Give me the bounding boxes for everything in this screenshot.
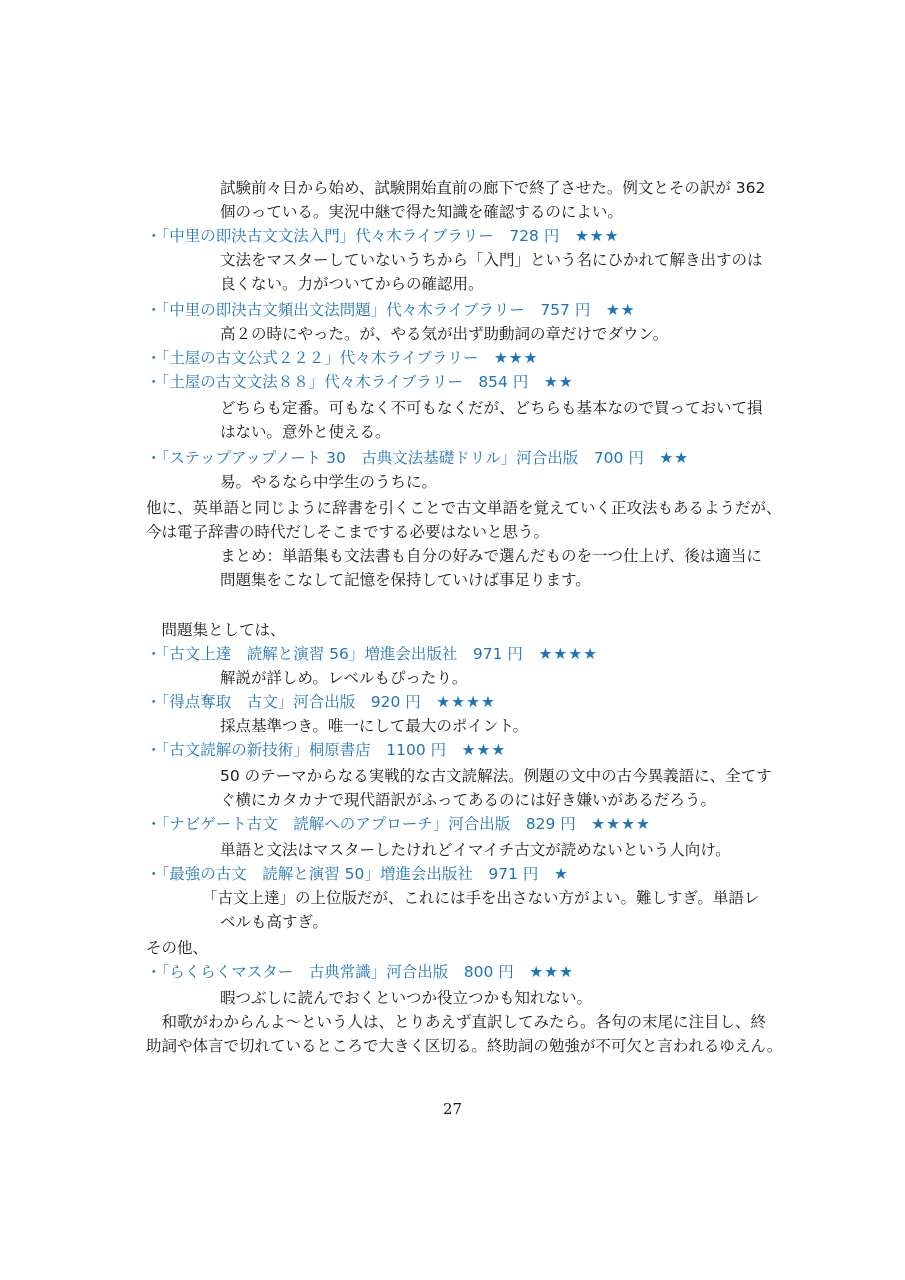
- rating-stars: ★★★: [493, 349, 539, 367]
- rating-stars: ★★★★: [436, 693, 496, 711]
- review-line: 採点基準つき。唯一にして最大のポイント。: [220, 717, 528, 735]
- review-line: 解説が詳しめ。レベルもぴったり。: [220, 669, 468, 687]
- page-number: 27: [442, 1100, 463, 1118]
- review-line: どちらも定番。可もなく不可もなくだが、どちらも基本なので買っておいて損: [220, 399, 763, 417]
- body-line: その他、: [146, 939, 209, 957]
- review-line: 問題集をこなして記憶を保持していけば事足ります。: [220, 571, 591, 589]
- book-title: ・「土屋の古文文法８８」代々木ライブラリー 854 円: [146, 373, 529, 391]
- book-entry: [146, 370, 766, 394]
- body-line: 助詞や体言で切れているところで大きく区切る。終助詞の勉強が不可欠と言われるゆえん。: [146, 1037, 783, 1055]
- review-line: ベルも高すぎ。: [220, 913, 328, 931]
- body-line: 和歌がわからんよ～という人は、とりあえず直訳してみたら。各句の末尾に注目し、終: [146, 1013, 767, 1031]
- review-line: はない。意外と使える。: [220, 423, 391, 441]
- book-entry: [146, 960, 766, 984]
- rating-stars: ★★★: [461, 741, 507, 759]
- book-title: ・「古文読解の新技術」桐原書店 1100 円: [146, 741, 447, 759]
- review-line: 50 のテーマからなる実戦的な古文読解法。例題の文中の古今異義語に、全てす: [220, 767, 772, 785]
- book-entry: [146, 346, 766, 370]
- book-title: ・「最強の古文 読解と演習 50」増進会出版社 971 円: [146, 865, 539, 883]
- book-entry: [146, 446, 766, 470]
- book-title: ・「古文上達 読解と演習 56」増進会出版社 971 円: [146, 645, 523, 663]
- book-entry: [146, 812, 766, 836]
- body-line: 今は電子辞書の時代だしそこまでする必要はないと思う。: [146, 523, 550, 541]
- book-entry: [146, 738, 766, 762]
- review-line: 試験前々日から始め、試験開始直前の廊下で終了させた。例文とその訳が 362: [220, 179, 766, 197]
- rating-stars: ★: [553, 865, 569, 883]
- review-line: 高２の時にやった。が、やる気が出ず助動詞の章だけでダウン。: [220, 325, 669, 343]
- review-line: 「古文上達」の上位版だが、これには手を出さない方がよい。難しすぎ。単語レ: [202, 889, 760, 907]
- book-title: ・「ナビゲート古文 読解へのアプローチ」河合出版 829 円: [146, 815, 576, 833]
- book-title: ・「らくらくマスター 古典常識」河合出版 800 円: [146, 963, 514, 981]
- rating-stars: ★★★: [574, 227, 620, 245]
- book-entry: [146, 862, 766, 886]
- review-line: まとめ：単語集も文法書も自分の好みで選んだものを一つ仕上げ、後は適当に: [220, 547, 762, 565]
- book-entry: [146, 224, 766, 248]
- book-entry: [146, 642, 766, 666]
- book-entry: [146, 690, 766, 714]
- review-line: 易。やるなら中学生のうちに。: [220, 473, 438, 491]
- body-line: 問題集としては、: [146, 621, 286, 639]
- book-title: ・「土屋の古文公式２２２」代々木ライブラリー: [146, 349, 479, 367]
- rating-stars: ★★★★: [538, 645, 599, 663]
- book-title: ・「ステップアップノート 30 古典文法基礎ドリル」河合出版 700 円: [146, 449, 644, 467]
- rating-stars: ★★★★: [591, 815, 651, 833]
- review-line: 暇つぶしに読んでおくといつか役立つかも知れない。: [220, 989, 593, 1007]
- book-title: ・「得点奪取 古文」河合出版 920 円: [146, 693, 421, 711]
- review-line: 単語と文法はマスターしたけれどイマイチ古文が読めないという人向け。: [220, 841, 731, 859]
- review-line: ぐ横にカタカナで現代語訳がふってあるのには好き嫌いがあるだろう。: [220, 791, 717, 809]
- review-line: 個のっている。実況中継で得た知識を確認するのによい。: [220, 203, 623, 221]
- rating-stars: ★★: [543, 373, 574, 391]
- rating-stars: ★★: [659, 449, 690, 467]
- review-line: 良くない。力がついてからの確認用。: [220, 275, 484, 293]
- rating-stars: ★★: [605, 301, 636, 319]
- book-title: ・「中里の即決古文頻出文法問題」代々木ライブラリー 757 円: [146, 301, 591, 319]
- rating-stars: ★★★: [529, 963, 574, 981]
- review-line: 文法をマスターしていないうちから「入門」という名にひかれて解き出すのは: [220, 251, 763, 269]
- body-line: 他に、英単語と同じように辞書を引くことで古文単語を覚えていく正攻法もあるようだが、: [146, 499, 782, 517]
- book-title: ・「中里の即決古文文法入門」代々木ライブラリー 728 円: [146, 227, 560, 245]
- book-entry: [146, 298, 766, 322]
